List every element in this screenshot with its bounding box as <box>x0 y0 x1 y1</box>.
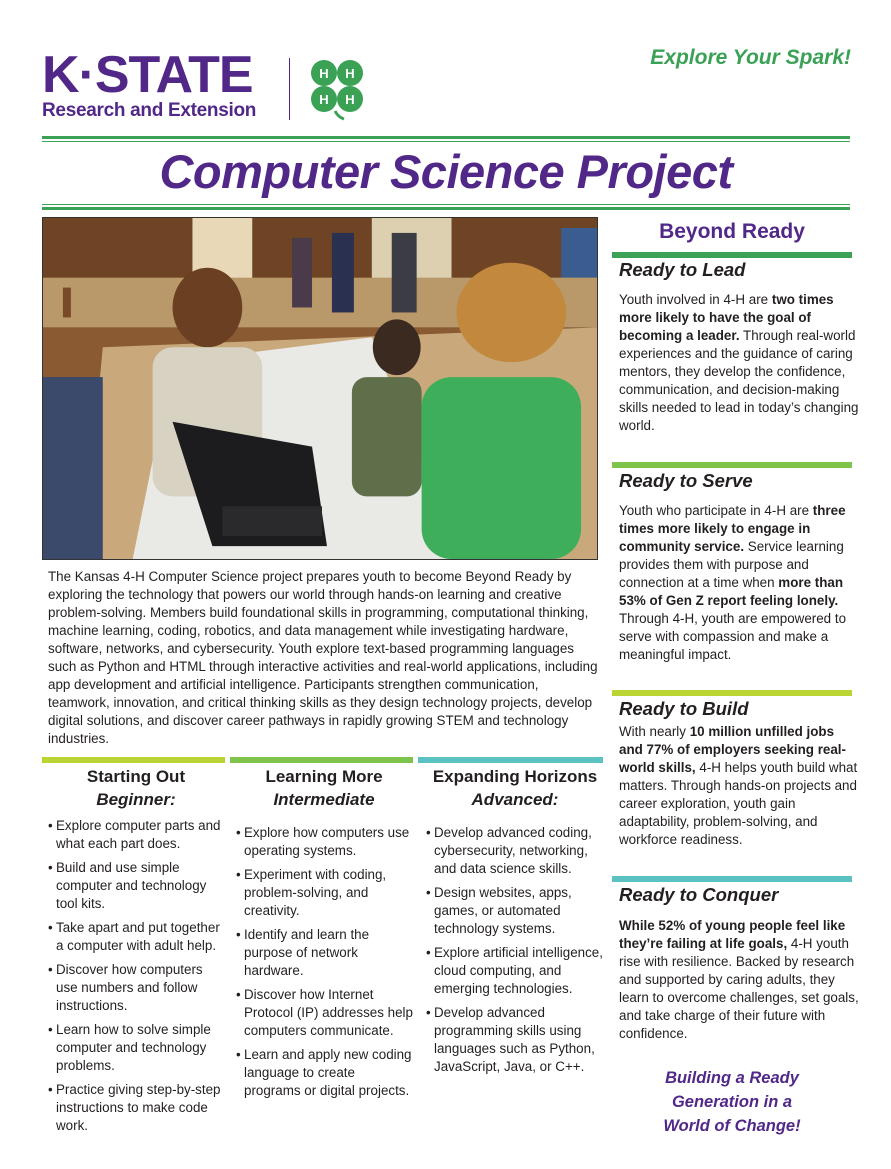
column-bar-advanced <box>418 757 603 763</box>
section-title-build: Ready to Build <box>619 698 749 719</box>
list-item: • Develop advanced coding, cybersecurity, networking, and data science skills. <box>424 824 606 878</box>
section-text-conquer: While 52% of young people feel like they’re failing at life goals, 4-H youth rise with resilience. Backed by research and supported by caring adults, they learn to overcome challenges, set goals, and take charge of their future with confidence. <box>619 918 859 1041</box>
section-title-lead: Ready to Lead <box>619 259 746 280</box>
section-title-serve: Ready to Serve <box>619 470 753 491</box>
youth-laptop-photo <box>42 217 598 560</box>
column-level: Intermediate <box>273 790 375 809</box>
sidebar-heading: Beyond Ready <box>659 220 805 243</box>
page-title: Computer Science Project <box>159 145 733 198</box>
section-text-build: With nearly 10 million unfilled jobs and 77% of employers seeking real-world skills, 4-H helps youth build what matters. Through hands-on projects and career exploration, youth gain adaptability, problem-solving, and workforce readiness. <box>619 724 858 847</box>
list-item: • Identify and learn the purpose of network hardware. <box>234 926 414 980</box>
section-title-conquer: Ready to Conquer <box>619 884 779 905</box>
list-item: • Practice giving step-by-step instructions to make code work. <box>46 1081 226 1135</box>
sidebar-bar-lead <box>612 252 852 258</box>
column-heading: Expanding Horizons <box>432 767 598 786</box>
list-item: • Build and use simple computer and technology tool kits. <box>46 859 226 913</box>
section-text-lead: Youth involved in 4-H are two times more likely to have the goal of becoming a leader. Through real-world experiences and the guidance of caring mentors, they develop the confidence, communication, and decision-making skills needed to lead in today’s changing world. <box>619 292 859 433</box>
tagline: Explore Your Spark! <box>650 46 851 69</box>
sidebar-bar-conquer <box>612 876 852 882</box>
svg-text:H: H <box>319 66 329 81</box>
header-rule-top <box>42 136 850 139</box>
closing-line: Generation in a <box>671 1093 793 1111</box>
column-intermediate <box>234 765 414 1106</box>
sidebar-bar-serve <box>612 462 852 468</box>
column-heading: Starting Out <box>86 767 186 786</box>
logo-divider <box>289 58 290 120</box>
column-bar-beginner <box>42 757 225 763</box>
logo-name: K·STATE <box>42 46 253 104</box>
list-item: • Experiment with coding, problem-solving, and creativity. <box>234 866 414 920</box>
intro-paragraph: The Kansas 4-H Computer Science project prepares youth to become Beyond Ready by exploring the technology that powers our world through hands-on learning and creative problem-solving. Members build foundational skills in programming, computational thinking, machine learning, coding, robotics, and data management while investigating hardware, software, networks, and cybersecurity. Youth explore text-based programming languages such as Python and HTML through interactive activities and real-world applications, including app development and artificial intelligence. Participants strengthen communication, teamwork, innovation, and critical thinking skills as they design technology projects, develop digital solutions, and discover career pathways in rapidly growing STEM and technology industries. <box>48 569 598 746</box>
list-item: • Develop advanced programming skills using languages such as Python, JavaScript, Java, or C++. <box>424 1004 606 1076</box>
column-bar-intermediate <box>230 757 413 763</box>
closing-line: Building a Ready <box>665 1069 799 1087</box>
column-level: Beginner: <box>96 790 176 809</box>
clover-icon <box>302 55 372 121</box>
kstate-logo <box>42 46 274 122</box>
column-heading: Learning More <box>265 767 383 786</box>
list-item: • Discover how Internet Protocol (IP) addresses help computers communicate. <box>234 986 414 1040</box>
sidebar-bar-build <box>612 690 852 696</box>
list-item: • Discover how computers use numbers and follow instructions. <box>46 961 226 1015</box>
logo-subtitle: Research and Extension <box>42 100 257 121</box>
column-level: Advanced: <box>471 790 559 809</box>
closing-line: World of Change! <box>663 1117 801 1135</box>
header-rule-bottom-thin <box>42 204 850 205</box>
list-item: • Design websites, apps, games, or automated technology systems. <box>424 884 606 938</box>
closing-slogan <box>612 1066 852 1138</box>
header-rule-bottom <box>42 207 850 210</box>
svg-text:H: H <box>345 92 355 107</box>
section-text-serve: Youth who participate in 4-H are three times more likely to engage in community service. Service learning provides them with purpose and connection at a time when more than 53% of Gen Z report feeling lonely. Through 4-H, youth are empowered to serve with compassion and make a meaningful impact. <box>619 503 847 662</box>
list-item: • Learn and apply new coding language to create programs or digital projects. <box>234 1046 414 1100</box>
list-item: • Learn how to solve simple computer and technology problems. <box>46 1021 226 1075</box>
list-item: • Explore artificial intelligence, cloud computing, and emerging technologies. <box>424 944 606 998</box>
list-item: • Explore how computers use operating systems. <box>234 824 414 860</box>
column-advanced <box>424 765 606 1082</box>
list-item: • Take apart and put together a computer with adult help. <box>46 919 226 955</box>
svg-text:H: H <box>319 92 329 107</box>
list-item: • Explore computer parts and what each part does. <box>46 817 226 853</box>
column-beginner <box>46 765 226 1141</box>
svg-text:H: H <box>345 66 355 81</box>
